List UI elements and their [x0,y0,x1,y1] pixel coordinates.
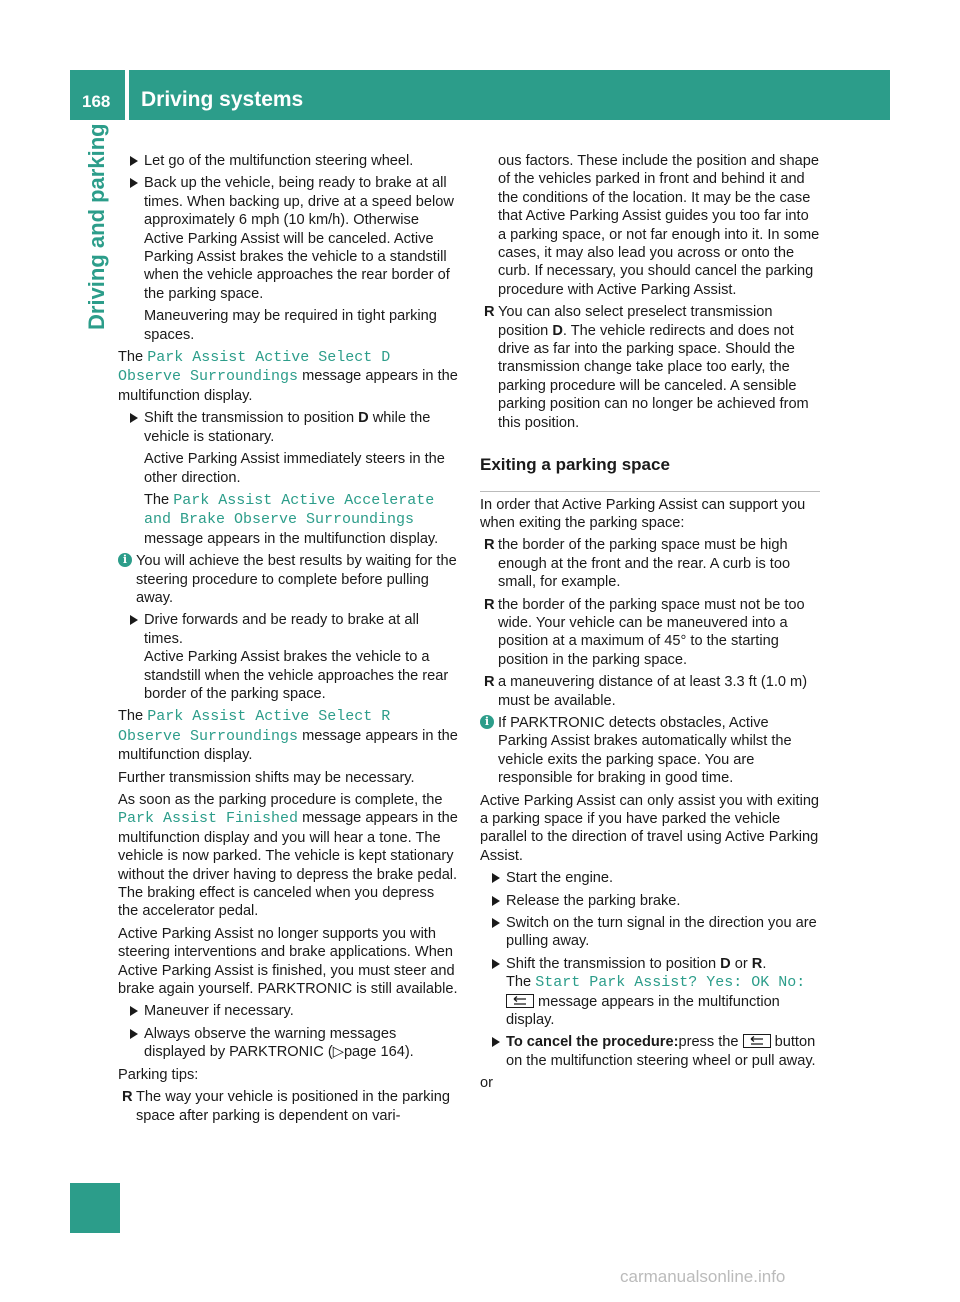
paragraph-finished: As soon as the parking procedure is complete, the Park Assist Finished message appears in the multifunction display and you will hear a tone. The vehicle is now parked. The vehicle is kept stationary without the driver having to depress the brake pedal. The braking effect is canceled when you depress the accelerator pedal. [118,792,458,920]
bullet-border-high: R the border of the parking space must be high enough at the front and the rear. A curb is too small, for example. [484,537,791,591]
section-title: Driving systems [141,88,304,111]
bullet-marker: R [484,537,495,554]
step-arrow-icon [130,178,138,188]
bullet-distance: R a maneuvering distance of at least 3.3 ft (1.0 m) must be available. [484,674,808,709]
step-observe-warnings: Always observe the warning messages displayed by PARKTRONIC (▷page 164). [118,1025,458,1062]
paragraph-parallel: Active Parking Assist can only assist you with exiting a parking space if you have parked the vehicle parallel to the direction of travel using Active Parking Assist. [480,792,820,864]
side-tab-label: Driving and parking [84,123,109,330]
bullet-border-wide: R the border of the parking space must not be too wide. Your vehicle can be maneuvered into a position at a maximum of 45° to the starting position in the parking space. [484,596,805,668]
step-arrow-icon [492,959,500,969]
step-arrow-icon [130,615,138,625]
step-cancel-procedure: To cancel the procedure:press the button on the multifunction steering wheel or pull away. [480,1033,820,1070]
step-arrow-icon [492,873,500,883]
page-reference-link[interactable]: page 164 [343,1044,405,1061]
step-arrow-icon [492,896,500,906]
step-turn-signal: Switch on the turn signal in the direction you are pulling away. [480,914,820,951]
display-message: Park Assist Active Accelerate and Brake Observe Surroundings [144,491,435,529]
paragraph-or: or [480,1075,493,1092]
bullet-marker: R [484,674,495,691]
step-arrow-icon [130,1006,138,1016]
note-accelerate: The Park Assist Active Accelerate and Brake Observe Surroundings message appears in the multifunction display. [144,491,439,547]
paragraph-select-d: The Park Assist Active Select D Observe Surroundings message appears in the multifunction display. [118,349,458,404]
step-shift-position: Shift the transmission to position D or R. The Start Park Assist? Yes: OK No: message appears in the multifunction display. [480,955,820,1030]
info-note: i You will achieve the best results by waiting for the steering procedure to complete before pulling away. [118,552,458,607]
right-column [480,152,820,1097]
step-arrow-icon [130,1029,138,1039]
watermark: carmanualsonline.info [620,1267,786,1286]
note-maneuvering: Maneuvering may be required in tight parking spaces. [144,308,437,343]
step-arrow-icon [130,413,138,423]
step-shift-d: Shift the transmission to position D while the vehicle is stationary. [118,409,458,446]
step-release-brake: Release the parking brake. [480,892,820,910]
display-message: Park Assist Active Select D Observe Surroundings [118,349,391,386]
step-start-engine: Start the engine. [480,869,820,887]
header-divider [125,70,129,120]
bullet-marker: R [484,596,495,613]
step-arrow-icon [492,1037,500,1047]
display-message: Park Assist Active Select R Observe Surroundings [118,708,391,745]
step-maneuver: Maneuver if necessary. [118,1002,458,1020]
info-icon: i [118,553,132,567]
step-drive-forwards: Drive forwards and be ready to brake at all times. Active Parking Assist brakes the vehicle to a standstill when the vehicle approaches the rear border of the parking space. [118,611,458,703]
paragraph-further-shifts: Further transmission shifts may be necessary. [118,769,415,786]
display-message: Park Assist Finished [118,810,299,828]
paragraph-exit-conditions: In order that Active Parking Assist can support you when exiting the parking space: [480,496,806,531]
section-heading: Exiting a parking space [480,456,820,491]
page-number: 168 [82,92,111,111]
step-let-go: Let go of the multifunction steering wheel. [118,152,458,170]
bullet-preselect: R You can also select preselect transmission position D. The vehicle redirects and does not drive as far into the parking space. Should the transmission change take place too early, the parking procedure will be canceled. A sensible parking position can no longer be achieved from this position. [484,304,809,431]
bullet-vehicle-position: R The way your vehicle is positioned in the parking space after parking is dependent on vari- [122,1089,450,1124]
info-note: i If PARKTRONIC detects obstacles, Active Parking Assist brakes automatically whilst the vehicle exits the parking space. You are responsible for braking in good time. [480,714,820,788]
bullet-marker: R [484,304,495,321]
step-arrow-icon [130,156,138,166]
paragraph-no-longer-supports: Active Parking Assist no longer supports you with steering interventions and brake applications. When Active Parking Assist is finished, you must steer and brake again yourself. PARKTRONIC is still available. [118,925,458,998]
bullet-continuation: ous factors. These include the position and shape of the vehicles parked in front and behind it and the conditions of the location. It may be the case that Active Parking Assist guides you too far into a parking space, or not far enough into it. In some cases, it may also lead you across or onto the curb. If necessary, you should cancel the parking procedure with Active Parking Assist. [498,153,820,298]
display-message: Start Park Assist? Yes: OK No: [535,974,806,992]
page-ref-arrow-icon: ▷ [332,1044,344,1061]
step-arrow-icon [492,918,500,928]
back-button-icon [506,994,534,1008]
paragraph-parking-tips: Parking tips: [118,1066,199,1083]
note-steers: Active Parking Assist immediately steers in the other direction. [144,451,445,486]
bullet-marker: R [122,1089,133,1106]
step-back-up: Back up the vehicle, being ready to brake at all times. When backing up, drive at a speed below approximately 6 mph (10 km/h). Otherwise Active Parking Assist will be canceled. Active Parking Assist brakes the vehicle to a standstill when the vehicle approaches the rear border of the parking space. [118,174,458,303]
back-button-icon [743,1034,771,1048]
info-icon: i [480,715,494,729]
paragraph-select-r: The Park Assist Active Select R Observe Surroundings message appears in the multifunction display. [118,708,458,764]
left-column [118,152,458,1129]
side-color-block [70,1183,120,1233]
